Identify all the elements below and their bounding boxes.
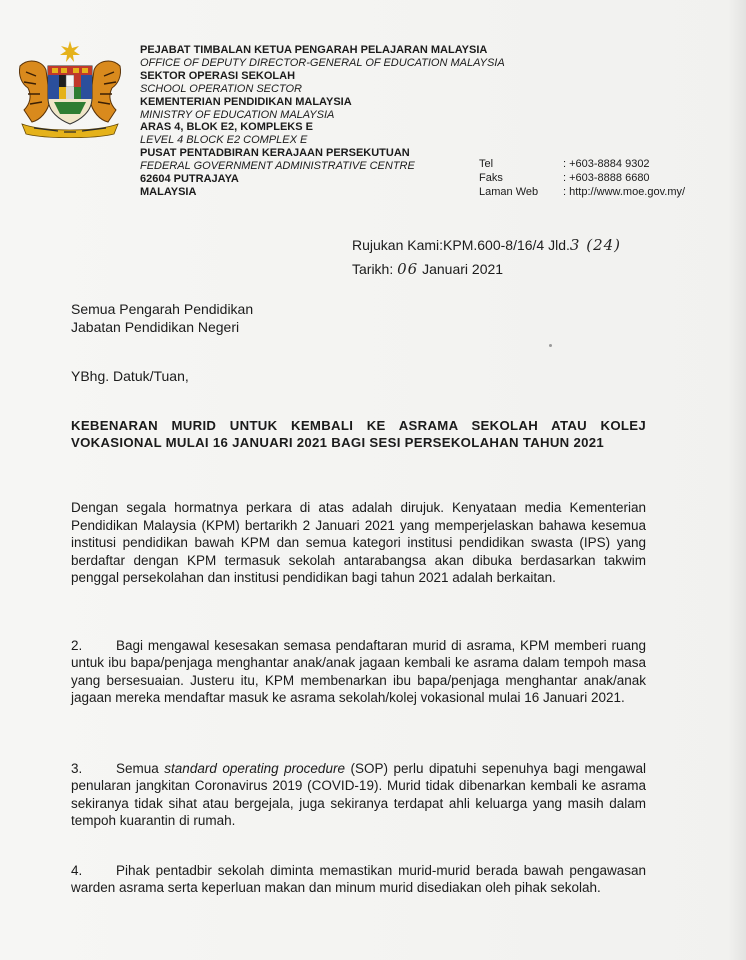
- ref-value: KPM.600-8/16/4 Jld.: [443, 237, 570, 253]
- coat-of-arms-emblem: [14, 40, 126, 138]
- letterhead-line: ARAS 4, BLOK E2, KOMPLEKS E: [140, 121, 313, 134]
- fax-label: Faks: [479, 172, 503, 184]
- salutation: YBhg. Datuk/Tuan,: [71, 368, 189, 384]
- ministry-letterhead: [140, 44, 505, 199]
- letterhead-line: MALAYSIA: [140, 185, 197, 198]
- web-label: Laman Web: [479, 186, 539, 198]
- ref-handwritten: 3 (24): [569, 236, 622, 254]
- ref-label: Rujukan Kami:: [352, 237, 444, 253]
- paragraph-2: [71, 637, 646, 707]
- fax-value: : +603-8888 6680: [563, 172, 650, 184]
- date-rest: Januari 2021: [422, 261, 504, 277]
- paragraph-text-pre: Semua: [116, 761, 165, 776]
- paragraph-4: [71, 862, 646, 897]
- letterhead-line: SCHOOL OPERATION SECTOR: [140, 82, 302, 95]
- contact-labels: [479, 157, 538, 199]
- letterhead-line: KEMENTERIAN PENDIDIKAN MALAYSIA: [140, 95, 352, 108]
- reference-line: [352, 233, 621, 257]
- paragraph-text: Pihak pentadbir sekolah diminta memastikan murid-murid berada bawah pengawasan warden asrama serta keperluan makan dan minum murid disediakan oleh pihak sekolah.: [71, 863, 646, 896]
- letterhead-line: LEVEL 4 BLOCK E2 COMPLEX E: [140, 134, 308, 147]
- date-line: [352, 257, 621, 281]
- paragraph-3: [71, 760, 646, 830]
- paragraph-number: 4.: [71, 863, 83, 878]
- letterhead-line: PEJABAT TIMBALAN KETUA PENGARAH PELAJARAN MALAYSIA: [140, 44, 488, 56]
- scan-speck: [549, 344, 552, 347]
- date-label: Tarikh:: [352, 261, 394, 277]
- contact-values: [563, 157, 685, 199]
- date-handwritten: 06: [397, 260, 419, 278]
- addressee-line: Jabatan Pendidikan Negeri: [71, 319, 240, 335]
- paragraph-number: 3.: [71, 761, 83, 776]
- letterhead-line: SEKTOR OPERASI SEKOLAH: [140, 69, 296, 82]
- web-value: : http://www.moe.gov.my/: [563, 186, 686, 198]
- paragraph-1: Dengan segala hormatnya perkara di atas adalah dirujuk. Kenyataan media Kementerian Pendidikan Malaysia (KPM) bertarikh 2 Januari 2021 yang memperjelaskan bahawa kesemua institusi pendidikan bawah KPM dan semua kategori institusi pendidikan swasta (IPS) yang berdaftar dengan KPM termasuk sekolah antarabangsa akan dibuka berdasarkan takwim penggal persekolahan dan institusi pendidikan bagi tahun 2021 adalah berkaitan.: [71, 500, 646, 586]
- reference-block: [352, 233, 621, 281]
- paragraph-text-italic: standard operating procedure: [164, 761, 345, 776]
- addressee-line: Semua Pengarah Pendidikan: [71, 301, 254, 317]
- letterhead-line: MINISTRY OF EDUCATION MALAYSIA: [140, 108, 335, 121]
- page-edge-shadow: [728, 0, 746, 960]
- paragraph-text: Bagi mengawal kesesakan semasa pendaftaran murid di asrama, KPM memberi ruang untuk ibu bapa/penjaga menghantar anak/anak jagaan kembali ke asrama dalam tempoh masa yang bersesuaian. Justeru itu, KPM membenarkan ibu bapa/penjaga menghantar anak/anak jagaan mereka mendaftar masuk ke asrama sekolah/kolej vokasional mulai 16 Januari 2021.: [71, 638, 646, 706]
- letterhead-line: FEDERAL GOVERNMENT ADMINISTRATIVE CENTRE: [140, 160, 415, 173]
- letterhead-line: OFFICE OF DEPUTY DIRECTOR-GENERAL OF EDUCATION MALAYSIA: [140, 56, 505, 69]
- addressee-block: [71, 300, 253, 336]
- letterhead-line: PUSAT PENTADBIRAN KERAJAAN PERSEKUTUAN: [140, 147, 410, 160]
- paragraph-text: (SOP) perlu dipatuhi sepenuhya bagi mengawal penularan jangkitan Coronavirus 2019 (COVID-19). Murid tidak dibenarkan kembali ke asrama sekiranya tidak sihat atau bergejala, juga sekiranya terdapat ahli keluarga yang masih dalam tempoh kuarantin di rumah.: [71, 761, 647, 829]
- tel-label: Tel: [479, 158, 494, 170]
- letter-title: KEBENARAN MURID UNTUK KEMBALI KE ASRAMA SEKOLAH ATAU KOLEJ VOKASIONAL MULAI 16 JANUARI 2021 BAGI SESI PERSEKOLAHAN TAHUN 2021: [71, 418, 646, 450]
- tel-value: : +603-8884 9302: [563, 158, 650, 170]
- paragraph-number: 2.: [71, 638, 83, 653]
- letterhead-line: 62604 PUTRAJAYA: [140, 173, 239, 186]
